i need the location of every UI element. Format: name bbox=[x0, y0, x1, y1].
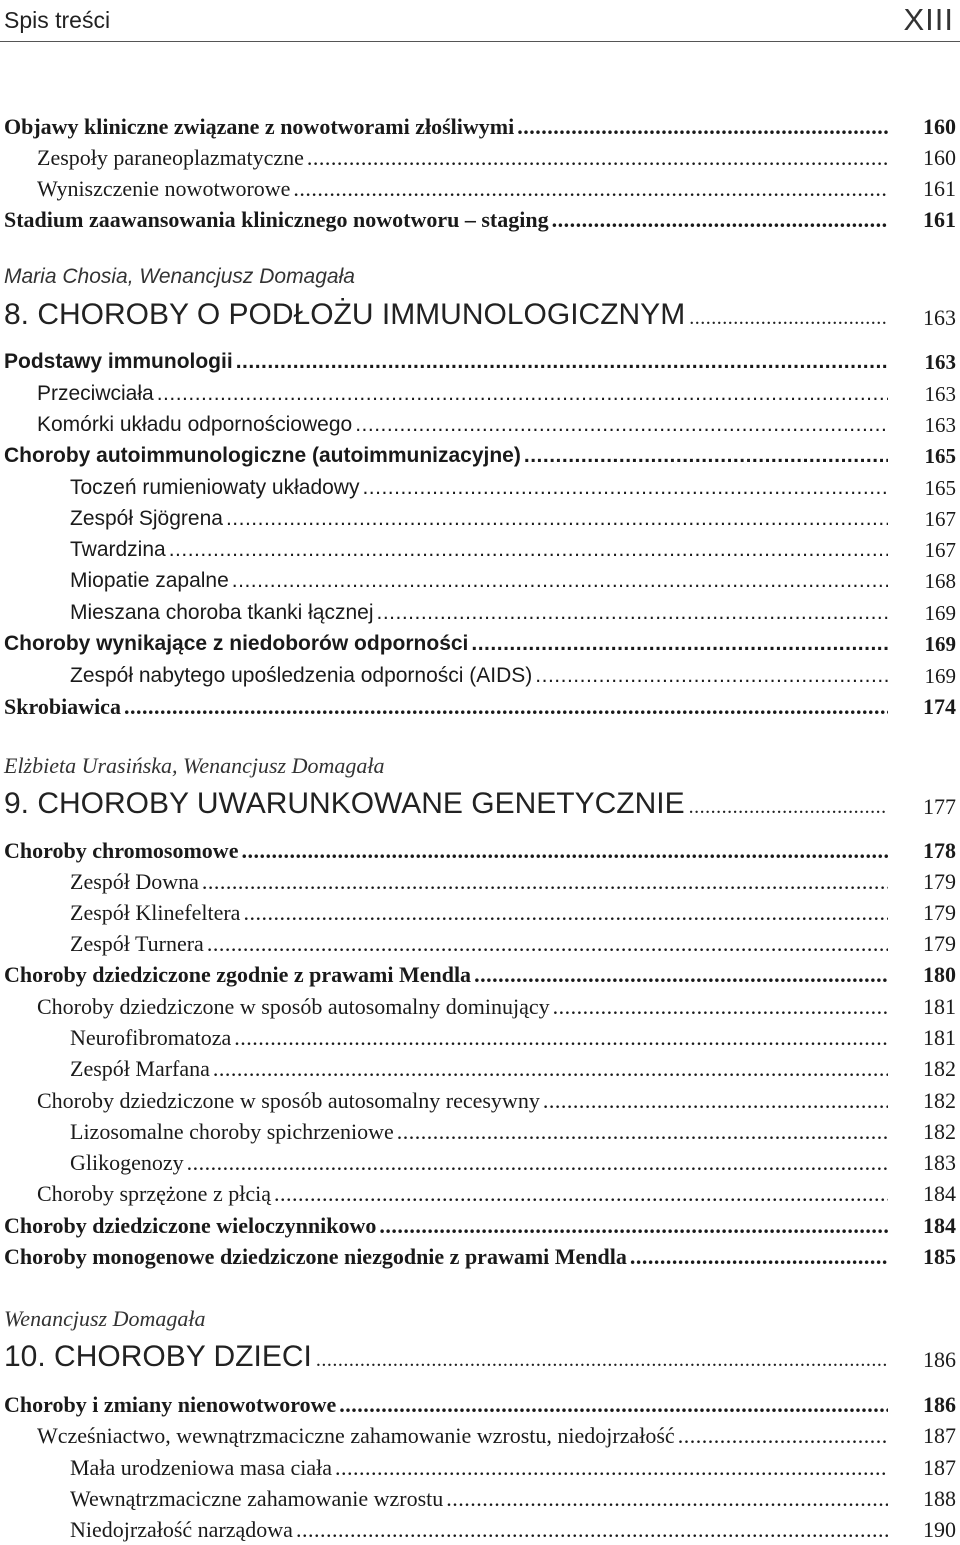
chapter-authors: Elżbieta Urasińska, Wenancjusz Domagała bbox=[4, 753, 385, 778]
toc-entry-title: Choroby dziedziczone w sposób autosomalny dominujący bbox=[37, 994, 550, 1019]
dot-leader bbox=[124, 692, 888, 722]
toc-entry-page: 174 bbox=[923, 694, 956, 719]
dot-leader bbox=[552, 205, 888, 235]
dot-leader bbox=[543, 1086, 888, 1116]
toc-entry-label bbox=[4, 836, 888, 866]
dot-leader bbox=[335, 1453, 888, 1483]
toc-entry-title: Zespół Marfana bbox=[70, 1056, 210, 1081]
toc-entry-page: 160 bbox=[923, 145, 956, 170]
toc-entry[interactable] bbox=[0, 1054, 960, 1084]
chapter-heading[interactable] bbox=[0, 785, 960, 823]
toc-entry[interactable] bbox=[0, 504, 960, 534]
toc-entry-title: Mieszana choroba tkanki łącznej bbox=[70, 601, 374, 624]
toc-entry-label bbox=[70, 898, 888, 928]
chapter-page: 163 bbox=[923, 305, 956, 330]
toc-entry-page: 181 bbox=[923, 994, 956, 1019]
toc-entry[interactable] bbox=[0, 174, 960, 204]
toc-entry-page: 186 bbox=[923, 1392, 956, 1417]
toc-entry-label bbox=[37, 1179, 888, 1209]
toc-entry-title: Komórki układu odpornościowego bbox=[37, 413, 353, 436]
toc-entry-label bbox=[70, 566, 888, 596]
toc-entry-label bbox=[70, 1484, 888, 1514]
toc-entry[interactable] bbox=[0, 898, 960, 928]
toc-entry-label bbox=[70, 867, 888, 897]
dot-leader bbox=[355, 410, 888, 440]
toc-entry[interactable] bbox=[0, 1484, 960, 1514]
dot-leader bbox=[293, 174, 888, 204]
header-divider bbox=[0, 41, 960, 42]
toc-entry-label bbox=[4, 960, 888, 990]
toc-entry-label bbox=[4, 347, 888, 377]
toc-entry-title: Wcześniactwo, wewnątrzmaciczne zahamowanie wzrostu, niedojrzałość bbox=[37, 1423, 675, 1448]
toc-entry-title: Mała urodzeniowa masa ciała bbox=[70, 1455, 333, 1480]
dot-leader bbox=[202, 867, 888, 897]
toc-entry-label bbox=[70, 1117, 888, 1147]
toc-entry-label bbox=[4, 205, 888, 235]
toc-entry[interactable] bbox=[0, 410, 960, 440]
toc-entry[interactable] bbox=[0, 379, 960, 409]
chapter-heading-label bbox=[4, 1338, 888, 1376]
toc-entry-page: 179 bbox=[923, 931, 956, 956]
toc-entry-title: Skrobiawica bbox=[4, 694, 121, 719]
toc-entry[interactable] bbox=[0, 692, 960, 722]
running-header-page-number: XIII bbox=[903, 2, 954, 37]
chapter-title: 8. CHOROBY O PODŁOŻU IMMUNOLOGICZNYM bbox=[4, 298, 686, 331]
toc-entry-page: 184 bbox=[923, 1213, 956, 1238]
toc-entry-page: 169 bbox=[924, 601, 956, 625]
toc-entry-page: 183 bbox=[923, 1150, 956, 1175]
chapter-authors: Wenancjusz Domagała bbox=[4, 1306, 206, 1331]
dot-leader bbox=[316, 1341, 888, 1376]
toc-entry-page: 161 bbox=[923, 207, 956, 232]
toc-entry-page: 185 bbox=[923, 1244, 956, 1269]
toc-entry[interactable] bbox=[0, 1390, 960, 1420]
toc-entry[interactable] bbox=[0, 661, 960, 691]
toc-entry-title: Wyniszczenie nowotworowe bbox=[37, 176, 291, 201]
toc-entry-label bbox=[70, 661, 888, 691]
page-header bbox=[0, 0, 960, 44]
toc-entry-title: Objawy kliniczne związane z nowotworami złośliwymi bbox=[4, 114, 515, 139]
toc-entry-page: 190 bbox=[923, 1517, 956, 1542]
toc-entry-label bbox=[37, 379, 888, 409]
toc-entry[interactable] bbox=[0, 836, 960, 866]
dot-leader bbox=[307, 143, 888, 173]
toc-entry-title: Stadium zaawansowania klinicznego nowotworu – staging bbox=[4, 207, 549, 232]
toc-entry[interactable] bbox=[0, 143, 960, 173]
toc-entry-page: 169 bbox=[924, 664, 956, 688]
toc-entry[interactable] bbox=[0, 1117, 960, 1147]
toc-entry-page: 161 bbox=[923, 176, 956, 201]
toc-entry[interactable] bbox=[0, 473, 960, 503]
running-header-title: Spis treści bbox=[4, 7, 111, 33]
toc-entry[interactable] bbox=[0, 598, 960, 628]
dot-leader bbox=[207, 929, 888, 959]
toc-entry-page: 165 bbox=[924, 444, 956, 468]
dot-leader bbox=[187, 1148, 888, 1178]
toc-entry-title: Glikogenozy bbox=[70, 1150, 184, 1175]
dot-leader bbox=[213, 1054, 888, 1084]
toc-entry-title: Choroby monogenowe dziedziczone niezgodnie z prawami Mendla bbox=[4, 1244, 627, 1269]
dot-leader bbox=[296, 1515, 888, 1545]
toc-entry-title: Choroby sprzężone z płcią bbox=[37, 1181, 271, 1206]
toc-entry[interactable] bbox=[0, 1086, 960, 1116]
dot-leader bbox=[226, 504, 888, 534]
toc-entry-label bbox=[70, 1515, 888, 1545]
toc-entry[interactable] bbox=[0, 1211, 960, 1241]
dot-leader bbox=[377, 598, 889, 628]
toc-entry-page: 168 bbox=[924, 569, 956, 593]
toc-entry-label bbox=[4, 1242, 888, 1272]
dot-leader bbox=[243, 898, 888, 928]
toc-entry[interactable] bbox=[0, 1179, 960, 1209]
chapter-page: 177 bbox=[923, 794, 956, 819]
toc-entry-label bbox=[70, 1023, 888, 1053]
toc-entry-title: Zespół Downa bbox=[70, 869, 199, 894]
toc-entry-page: 187 bbox=[923, 1423, 956, 1448]
toc-entry-label bbox=[4, 629, 888, 659]
toc-entry-title: Podstawy immunologii bbox=[4, 350, 233, 373]
toc-entry-page: 160 bbox=[923, 114, 956, 139]
toc-entry[interactable] bbox=[0, 960, 960, 990]
toc-entry-title: Zespoły paraneoplazmatyczne bbox=[37, 145, 304, 170]
toc-entry-page: 181 bbox=[923, 1025, 956, 1050]
toc-entry[interactable] bbox=[0, 441, 960, 471]
toc-entry[interactable] bbox=[0, 1242, 960, 1272]
chapter-heading-label bbox=[4, 785, 888, 823]
toc-entry-page: 182 bbox=[923, 1119, 956, 1144]
toc-entry-title: Zespół Turnera bbox=[70, 931, 204, 956]
toc-entry-title: Neurofibromatoza bbox=[70, 1025, 232, 1050]
dot-leader bbox=[553, 992, 888, 1022]
dot-leader bbox=[517, 112, 888, 142]
toc-entry-label bbox=[70, 535, 888, 565]
toc-entry-label bbox=[37, 174, 888, 204]
toc-entry-page: 163 bbox=[924, 350, 956, 374]
chapter-heading[interactable] bbox=[0, 1338, 960, 1376]
dot-leader bbox=[232, 566, 888, 596]
chapter-authors: Maria Chosia, Wenancjusz Domagała bbox=[4, 265, 355, 288]
toc-entry-label bbox=[70, 473, 888, 503]
toc-entry-page: 182 bbox=[923, 1088, 956, 1113]
toc-entry-label bbox=[70, 1453, 888, 1483]
toc-entry-label bbox=[4, 1390, 888, 1420]
toc-entry-label bbox=[37, 1421, 888, 1451]
dot-leader bbox=[689, 788, 888, 823]
chapter-page: 186 bbox=[923, 1347, 956, 1372]
toc-entry-page: 163 bbox=[924, 382, 956, 406]
toc-entry-page: 167 bbox=[924, 507, 956, 531]
chapter-title: 10. CHOROBY DZIECI bbox=[4, 1340, 312, 1373]
toc-entry-title: Choroby wynikające z niedoborów odporności bbox=[4, 632, 469, 655]
toc-entry-page: 188 bbox=[923, 1486, 956, 1511]
dot-leader bbox=[274, 1179, 888, 1209]
toc-entry-page: 182 bbox=[923, 1056, 956, 1081]
dot-leader bbox=[362, 473, 888, 503]
toc-entry-title: Miopatie zapalne bbox=[70, 569, 229, 592]
toc-entry-title: Choroby i zmiany nienowotworowe bbox=[4, 1392, 337, 1417]
dot-leader bbox=[630, 1242, 888, 1272]
toc-entry-title: Niedojrzałość narządowa bbox=[70, 1517, 293, 1542]
toc-entry[interactable] bbox=[0, 867, 960, 897]
toc-entry-label bbox=[70, 929, 888, 959]
toc-entry-title: Zespół Sjögrena bbox=[70, 507, 223, 530]
toc-entry-label bbox=[4, 1211, 888, 1241]
dot-leader bbox=[169, 535, 888, 565]
toc-entry-page: 179 bbox=[923, 869, 956, 894]
dot-leader bbox=[689, 299, 888, 334]
toc-entry-title: Choroby dziedziczone wieloczynnikowo bbox=[4, 1213, 377, 1238]
toc-entry-label bbox=[37, 1086, 888, 1116]
dot-leader bbox=[379, 1211, 888, 1241]
toc-entry-title: Wewnątrzmaciczne zahamowanie wzrostu bbox=[70, 1486, 444, 1511]
toc-entry-title: Toczeń rumieniowaty układowy bbox=[70, 476, 360, 499]
toc-entry-title: Zespół Klinefeltera bbox=[70, 900, 241, 925]
toc-entry-label bbox=[4, 692, 888, 722]
chapter-title: 9. CHOROBY UWARUNKOWANE GENETYCZNIE bbox=[4, 787, 685, 820]
toc-entry[interactable] bbox=[0, 112, 960, 142]
toc-entry[interactable] bbox=[0, 992, 960, 1022]
toc-entry-page: 163 bbox=[924, 413, 956, 437]
toc-entry-page: 178 bbox=[923, 838, 956, 863]
dot-leader bbox=[678, 1421, 888, 1451]
dot-leader bbox=[241, 836, 888, 866]
toc-entry-label bbox=[70, 1054, 888, 1084]
toc-entry-title: Choroby autoimmunologiczne (autoimmunizacyjne) bbox=[4, 444, 521, 467]
toc-entry-title: Choroby dziedziczone zgodnie z prawami Mendla bbox=[4, 962, 472, 987]
chapter-heading-label bbox=[4, 296, 888, 334]
toc-entry[interactable] bbox=[0, 1023, 960, 1053]
toc-entry-title: Choroby chromosomowe bbox=[4, 838, 239, 863]
toc-entry-page: 179 bbox=[923, 900, 956, 925]
dot-leader bbox=[535, 661, 888, 691]
toc-entry-title: Zespół nabytego upośledzenia odporności (AIDS) bbox=[70, 664, 533, 687]
toc-entry-label bbox=[70, 504, 888, 534]
toc-entry[interactable] bbox=[0, 929, 960, 959]
toc-entry[interactable] bbox=[0, 1148, 960, 1178]
chapter-heading[interactable] bbox=[0, 296, 960, 334]
toc-entry-label bbox=[37, 992, 888, 1022]
toc-entry-title: Lizosomalne choroby spichrzeniowe bbox=[70, 1119, 394, 1144]
toc-entry-label bbox=[37, 143, 888, 173]
toc-entry[interactable] bbox=[0, 535, 960, 565]
toc-entry-title: Choroby dziedziczone w sposób autosomalny recesywny bbox=[37, 1088, 540, 1113]
toc-entry-label bbox=[4, 441, 888, 471]
toc-entry[interactable] bbox=[0, 1515, 960, 1545]
toc-entry-title: Twardzina bbox=[70, 538, 166, 561]
toc-entry-label bbox=[70, 1148, 888, 1178]
dot-leader bbox=[236, 347, 888, 377]
toc-entry-label bbox=[4, 112, 888, 142]
toc-entry-label bbox=[37, 410, 888, 440]
dot-leader bbox=[234, 1023, 888, 1053]
toc-entry[interactable] bbox=[0, 566, 960, 596]
toc-entry-page: 169 bbox=[924, 632, 956, 656]
toc-entry-page: 184 bbox=[923, 1181, 956, 1206]
dot-leader bbox=[446, 1484, 888, 1514]
dot-leader bbox=[157, 379, 888, 409]
toc-entry[interactable] bbox=[0, 629, 960, 659]
toc-entry-label bbox=[70, 598, 888, 628]
toc-entry[interactable] bbox=[0, 1453, 960, 1483]
toc-entry[interactable] bbox=[0, 1421, 960, 1451]
dot-leader bbox=[524, 441, 888, 471]
toc-entry-page: 187 bbox=[923, 1455, 956, 1480]
toc-entry-title: Przeciwciała bbox=[37, 382, 154, 405]
dot-leader bbox=[471, 629, 888, 659]
toc-entry-page: 180 bbox=[923, 962, 956, 987]
toc-entry[interactable] bbox=[0, 347, 960, 377]
toc-entry-page: 167 bbox=[924, 538, 956, 562]
dot-leader bbox=[339, 1390, 888, 1420]
toc-entry-page: 165 bbox=[924, 476, 956, 500]
toc-entry[interactable] bbox=[0, 205, 960, 235]
dot-leader bbox=[474, 960, 888, 990]
dot-leader bbox=[397, 1117, 888, 1147]
